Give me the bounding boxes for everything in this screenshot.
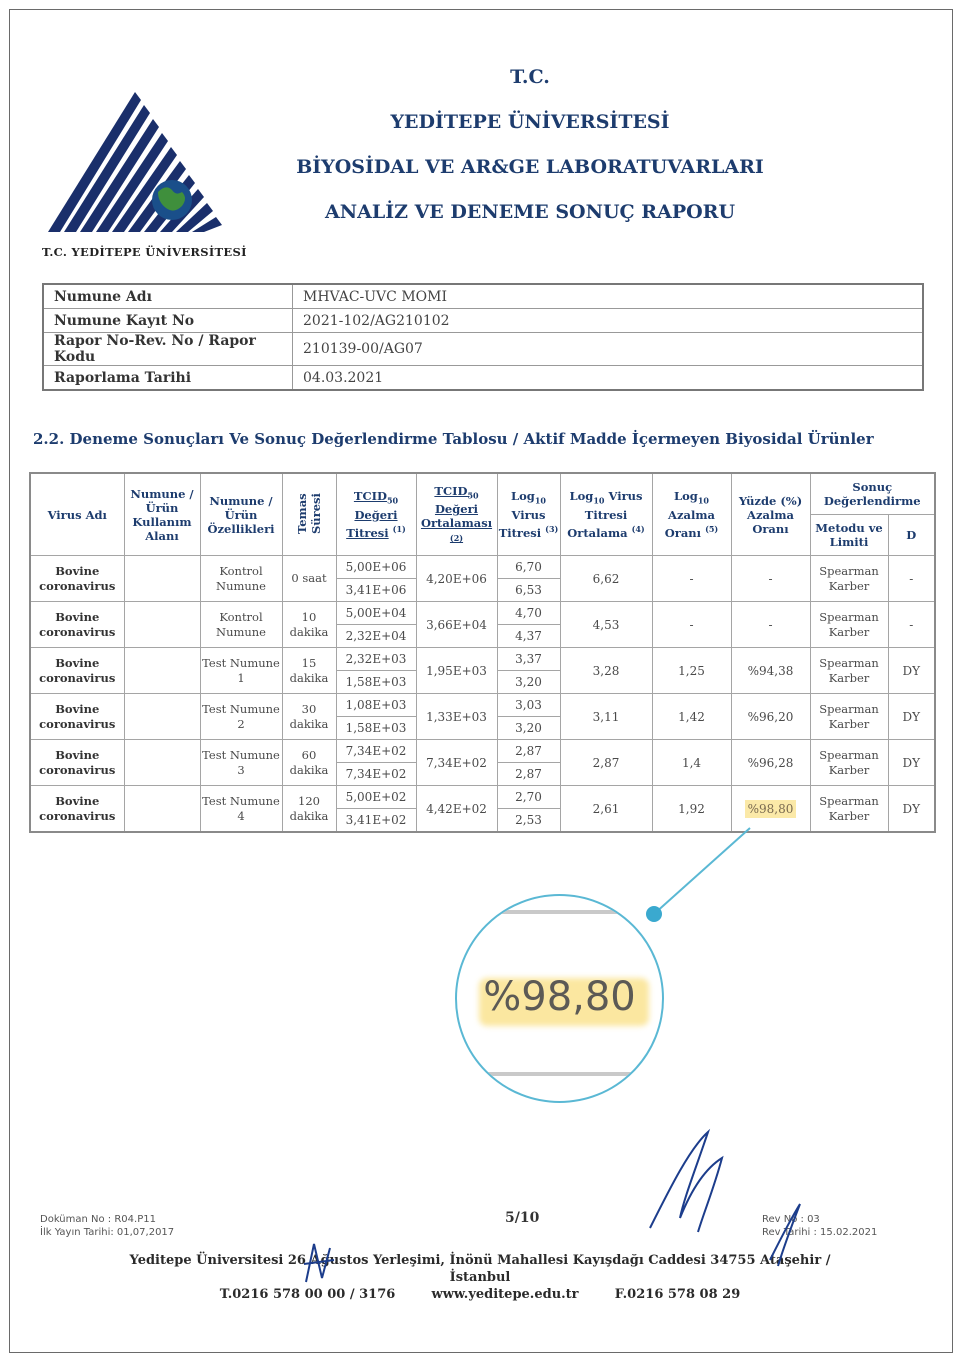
header-percent-reduction: Yüzde (%) Azalma Oranı (731, 473, 810, 556)
tcid-average: 7,34E+02 (416, 740, 497, 786)
page-number: 5/10 (505, 1210, 540, 1226)
tcid-average: 1,95E+03 (416, 648, 497, 694)
tcid-value: 1,58E+03 (336, 671, 416, 694)
address-line: Yeditepe Üniversitesi 26 Ağustos Yerleşimi, İnönü Mahallesi Kayışdağı Caddesi 34755 Ataşehir / İstanbul (129, 1253, 831, 1285)
log-value: 3,20 (497, 671, 560, 694)
header-log-reduction: Log$_{10}$ Azalma Oranı $^{(5)}$ (652, 473, 731, 556)
method: Spearman Karber (810, 740, 888, 786)
d-value: DY (888, 694, 935, 740)
info-row (43, 309, 923, 333)
usage-area (124, 694, 200, 740)
percent-value: %98,80 (745, 800, 797, 818)
usage-area (124, 786, 200, 833)
method: Spearman Karber (810, 556, 888, 602)
info-row (43, 366, 923, 391)
log-value: 2,53 (497, 809, 560, 833)
virus-name: Bovine coronavirus (30, 602, 124, 648)
virus-name: Bovine coronavirus (30, 740, 124, 786)
header-tcid-average: $TCID_{50}$ Değeri Ortalaması (2) (416, 473, 497, 556)
method: Spearman Karber (810, 648, 888, 694)
tcid-value: 3,41E+02 (336, 809, 416, 833)
log-value: 3,20 (497, 717, 560, 740)
contact-time: 60 dakika (282, 740, 336, 786)
log-average: 3,28 (560, 648, 652, 694)
percent-reduction (731, 648, 810, 694)
log-average: 2,87 (560, 740, 652, 786)
zoom-value: %98,80 (483, 974, 636, 1020)
contact-time: 30 dakika (282, 694, 336, 740)
zoom-magnifier (455, 894, 664, 1103)
d-value: DY (888, 786, 935, 833)
method: Spearman Karber (810, 786, 888, 833)
log-reduction: - (652, 556, 731, 602)
log-reduction: 1,42 (652, 694, 731, 740)
percent-value: - (768, 617, 773, 632)
usage-area (124, 648, 200, 694)
tcid-average: 4,42E+02 (416, 786, 497, 833)
table-row (30, 602, 935, 625)
log-value: 6,70 (497, 556, 560, 579)
tcid-value: 5,00E+06 (336, 556, 416, 579)
header-tcid-titre: $TCID_{50}$ Değeri Titresi $^{(1)}$ (336, 473, 416, 556)
log-value: 3,03 (497, 694, 560, 717)
percent-reduction (731, 740, 810, 786)
header-report-title: ANALİZ VE DENEME SONUÇ RAPORU (324, 201, 736, 223)
log-average: 2,61 (560, 786, 652, 833)
usage-area (124, 740, 200, 786)
percent-value: %94,38 (747, 663, 794, 678)
percent-value: %96,28 (747, 755, 794, 770)
tcid-value: 2,32E+04 (336, 625, 416, 648)
log-reduction: 1,4 (652, 740, 731, 786)
header-method: Metodu ve Limiti (810, 515, 888, 556)
percent-value: - (768, 571, 773, 586)
first-publication-date: İlk Yayın Tarihi: 01,07,2017 (40, 1227, 175, 1238)
info-value: 2021-102/AG210102 (293, 309, 924, 333)
header-log-average: Log$_{10}$ Virus Titresi Ortalama $^{(4)}$ (560, 473, 652, 556)
log-value: 2,87 (497, 763, 560, 786)
log-value: 4,70 (497, 602, 560, 625)
sample-features: Test Numune 3 (200, 740, 282, 786)
info-value: MHVAC-UVC MOMI (293, 284, 924, 309)
tcid-value: 1,58E+03 (336, 717, 416, 740)
contact-line: T.0216 578 00 00 / 3176 www.yeditepe.edu.tr F.0216 578 08 29 (219, 1287, 741, 1302)
header-result: Sonuç Değerlendirme (810, 473, 935, 515)
log-reduction: 1,25 (652, 648, 731, 694)
method: Spearman Karber (810, 602, 888, 648)
header-university: YEDİTEPE ÜNİVERSİTESİ (390, 111, 670, 133)
contact-time: 120 dakika (282, 786, 336, 833)
tcid-value: 7,34E+02 (336, 740, 416, 763)
info-value: 04.03.2021 (293, 366, 924, 391)
tcid-value: 7,34E+02 (336, 763, 416, 786)
tcid-value: 3,41E+06 (336, 579, 416, 602)
sample-features: Test Numune 1 (200, 648, 282, 694)
info-key: Rapor No-Rev. No / Rapor Kodu (43, 333, 293, 366)
tcid-value: 5,00E+04 (336, 602, 416, 625)
virus-name: Bovine coronavirus (30, 556, 124, 602)
header-line-tc: T.C. (510, 66, 550, 88)
signature (630, 1128, 740, 1238)
contact-time: 15 dakika (282, 648, 336, 694)
university-logo (40, 92, 230, 237)
percent-value: %96,20 (747, 709, 794, 724)
contact-time: 10 dakika (282, 602, 336, 648)
table-row (30, 648, 935, 671)
log-value: 2,87 (497, 740, 560, 763)
sample-features: Test Numune 4 (200, 786, 282, 833)
footer-doc-info (40, 1213, 174, 1239)
percent-reduction (731, 694, 810, 740)
table-row (30, 740, 935, 763)
method: Spearman Karber (810, 694, 888, 740)
info-key: Numune Kayıt No (43, 309, 293, 333)
table-row (30, 694, 935, 717)
header-laboratory: BİYOSİDAL VE AR&GE LABORATUVARLARI (296, 156, 764, 178)
virus-name: Bovine coronavirus (30, 648, 124, 694)
d-value: - (888, 602, 935, 648)
percent-reduction (731, 556, 810, 602)
revision-date: Rev Tarihi : 15.02.2021 (762, 1227, 878, 1238)
d-value: DY (888, 648, 935, 694)
contact-time: 0 saat (282, 556, 336, 602)
initials-stamp (300, 1238, 340, 1288)
sample-features: Kontrol Numune (200, 556, 282, 602)
zoom-rule-top (457, 910, 662, 914)
doc-number: Doküman No : R04.P11 (40, 1214, 156, 1225)
footer-address (100, 1252, 860, 1303)
info-key: Raporlama Tarihi (43, 366, 293, 391)
percent-reduction (731, 602, 810, 648)
tcid-value: 5,00E+02 (336, 786, 416, 809)
header-usage: Numune / Ürün Kullanım Alanı (124, 473, 200, 556)
section-title: 2.2. Deneme Sonuçları Ve Sonuç Değerlendirme Tablosu / Aktif Madde İçermeyen Biyosidal Ürünler (33, 430, 874, 448)
results-body (30, 556, 935, 833)
usage-area (124, 556, 200, 602)
log-value: 6,53 (497, 579, 560, 602)
table-row (30, 556, 935, 579)
revision-number: Rev No : 03 (762, 1214, 820, 1225)
tcid-average: 3,66E+04 (416, 602, 497, 648)
header-contact-time: Temas Süresi (282, 473, 336, 556)
d-value: - (888, 556, 935, 602)
log-value: 4,37 (497, 625, 560, 648)
logo-caption: T.C. YEDİTEPE ÜNİVERSİTESİ (42, 245, 247, 259)
usage-area (124, 602, 200, 648)
zoom-rule-bottom (457, 1072, 662, 1076)
header-virus: Virus Adı (30, 473, 124, 556)
tcid-average: 4,20E+06 (416, 556, 497, 602)
log-reduction: 1,92 (652, 786, 731, 833)
info-row (43, 284, 923, 309)
log-value: 3,37 (497, 648, 560, 671)
log-average: 4,53 (560, 602, 652, 648)
header-log-titre: Log$_{10}$ Virus Titresi $^{(3)}$ (497, 473, 560, 556)
header-features: Numune / Ürün Özellikleri (200, 473, 282, 556)
log-reduction: - (652, 602, 731, 648)
results-table (29, 472, 936, 833)
info-row (43, 333, 923, 366)
log-average: 3,11 (560, 694, 652, 740)
tcid-value: 1,08E+03 (336, 694, 416, 717)
table-row (30, 786, 935, 809)
sample-features: Kontrol Numune (200, 602, 282, 648)
log-average: 6,62 (560, 556, 652, 602)
percent-reduction (731, 786, 810, 833)
tcid-average: 1,33E+03 (416, 694, 497, 740)
d-value: DY (888, 740, 935, 786)
virus-name: Bovine coronavirus (30, 694, 124, 740)
info-key: Numune Adı (43, 284, 293, 309)
info-value: 210139-00/AG07 (293, 333, 924, 366)
log-value: 2,70 (497, 786, 560, 809)
initials-mark (760, 1200, 810, 1270)
virus-name: Bovine coronavirus (30, 786, 124, 833)
header-d: D (888, 515, 935, 556)
tcid-value: 2,32E+03 (336, 648, 416, 671)
sample-features: Test Numune 2 (200, 694, 282, 740)
sample-info-table (42, 283, 924, 391)
